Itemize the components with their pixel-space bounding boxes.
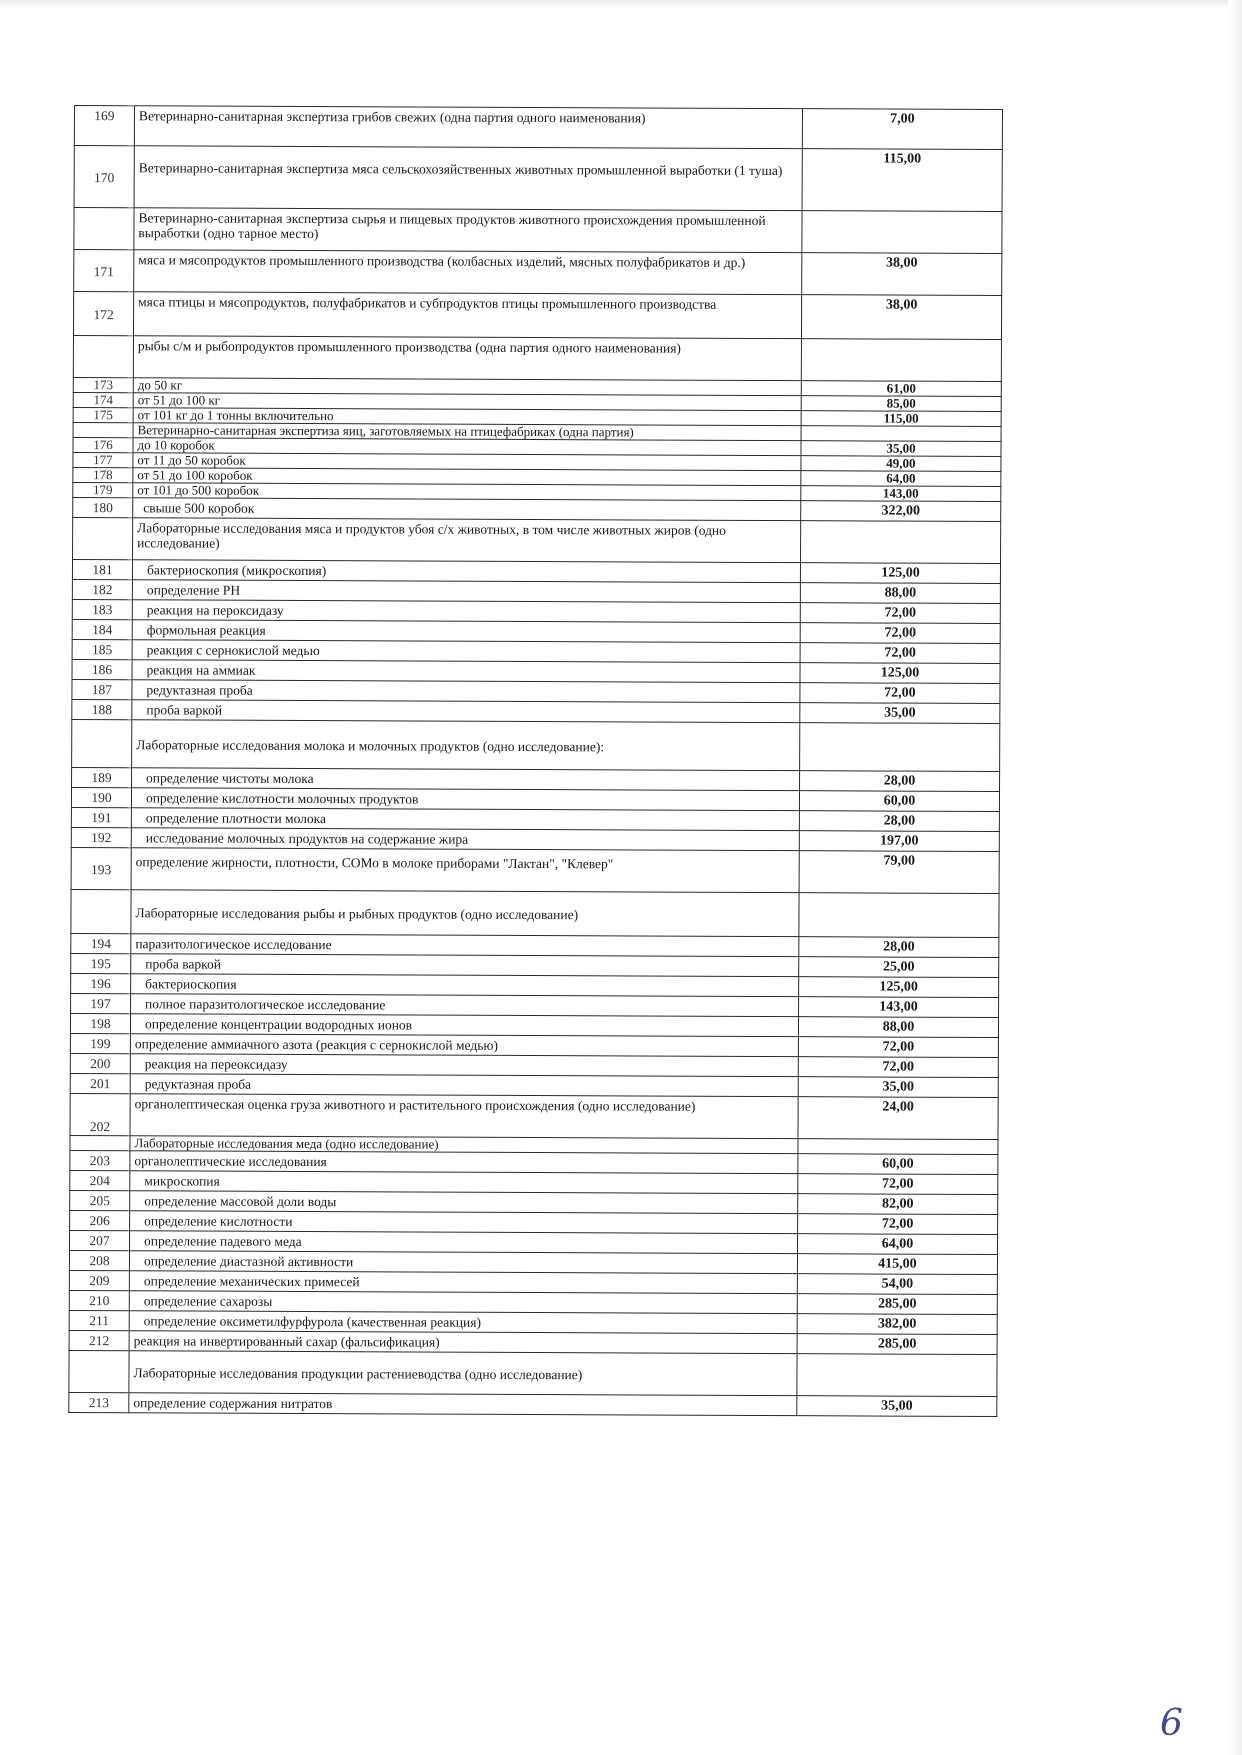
row-price: 38,00: [802, 253, 1002, 296]
row-number: 172: [73, 292, 133, 336]
row-price: 115,00: [801, 411, 1001, 427]
row-price: 49,00: [801, 456, 1001, 472]
row-service-name: реакция с сернокислой медью: [132, 640, 800, 663]
row-number: [70, 1135, 130, 1150]
row-number: 193: [71, 847, 131, 889]
row-service-name: от 51 до 100 кг: [133, 393, 801, 411]
row-price: 88,00: [798, 1017, 998, 1038]
row-service-name: определение сахарозы: [129, 1291, 797, 1314]
row-number: 185: [72, 639, 132, 659]
row-price: [797, 1354, 997, 1397]
row-price: 64,00: [797, 1234, 997, 1255]
row-price: 79,00: [799, 851, 999, 894]
table-row: [74, 250, 1002, 296]
row-number: 173: [73, 377, 133, 392]
row-number: [73, 422, 133, 437]
row-number: 209: [69, 1270, 129, 1290]
row-number: 213: [69, 1392, 129, 1412]
row-service-name: определение РН: [132, 580, 800, 603]
row-number: [71, 889, 131, 933]
row-service-name: исследование молочных продуктов на содержание жира: [131, 828, 799, 851]
table-row: [74, 146, 1002, 212]
scan-edge-top: [0, 0, 1242, 8]
row-number: 202: [70, 1093, 130, 1135]
row-service-name: Ветеринарно-санитарная экспертиза грибов свежих (одна партия одного наименования): [134, 106, 802, 149]
row-service-name: определение аммиачного азота (реакция с сернокислой медью): [130, 1034, 798, 1057]
row-service-name: определение массовой доли воды: [130, 1191, 798, 1214]
row-service-name: проба варкой: [131, 954, 799, 977]
row-service-name: от 51 до 100 коробок: [133, 468, 801, 486]
row-number: 212: [69, 1330, 129, 1350]
row-service-name: бактериоскопия (микроскопия): [132, 560, 800, 583]
row-service-name: определение чистоты молока: [132, 768, 800, 791]
row-price: 28,00: [799, 937, 999, 958]
row-number: [74, 208, 134, 250]
row-service-name: Лабораторные исследования рыбы и рыбных продуктов (одно исследование): [131, 890, 799, 937]
row-number: 171: [74, 250, 134, 292]
row-number: [73, 517, 133, 559]
row-price: 143,00: [801, 486, 1001, 502]
row-service-name: определение падевого меда: [130, 1231, 798, 1254]
row-price: [802, 211, 1002, 254]
row-number: [72, 719, 132, 767]
row-price: [798, 1139, 998, 1155]
row-service-name: определение оксиметилфурфурола (качественная реакция): [129, 1311, 797, 1334]
row-number: 204: [70, 1170, 130, 1190]
table-row: [71, 847, 999, 893]
row-price: 72,00: [798, 1214, 998, 1235]
row-number: 176: [73, 437, 133, 452]
row-price: 125,00: [800, 663, 1000, 684]
row-price: 60,00: [798, 1154, 998, 1175]
row-service-name: определение механических примесей: [129, 1271, 797, 1294]
row-number: 189: [72, 767, 132, 787]
row-price: 125,00: [799, 977, 999, 998]
row-service-name: определение кислотности молочных продуктов: [131, 788, 799, 811]
row-service-name: от 11 до 50 коробок: [133, 453, 801, 471]
row-service-name: определение жирности, плотности, СОМо в молоке приборами "Лактан", "Клевер": [131, 848, 799, 893]
row-price: [799, 893, 999, 938]
row-service-name: реакция на инвертированный сахар (фальсификация): [129, 1331, 797, 1354]
table-row: [70, 1093, 998, 1139]
row-price: [801, 339, 1001, 382]
row-number: 207: [70, 1230, 130, 1250]
row-service-name: определение диастазной активности: [129, 1251, 797, 1274]
row-number: 188: [72, 699, 132, 719]
row-number: 199: [70, 1033, 130, 1053]
row-price: 88,00: [800, 583, 1000, 604]
row-service-name: Лабораторные исследования мяса и продуктов убоя с/х животных, в том числе животных жиров (одно исследование): [133, 518, 801, 563]
row-number: 190: [71, 787, 131, 807]
row-number: 197: [71, 993, 131, 1013]
row-service-name: от 101 до 500 коробок: [133, 483, 801, 501]
row-price: 61,00: [801, 381, 1001, 397]
row-service-name: паразитологическое исследование: [131, 934, 799, 957]
row-service-name: до 10 коробок: [133, 438, 801, 456]
row-number: 198: [70, 1013, 130, 1033]
table-row: [74, 208, 1002, 254]
table-row: [73, 517, 1001, 563]
row-price: 7,00: [802, 109, 1002, 150]
row-number: 206: [70, 1210, 130, 1230]
row-service-name: реакция на пероксидазу: [132, 600, 800, 623]
row-price: 24,00: [798, 1097, 998, 1140]
row-number: 211: [69, 1310, 129, 1330]
row-service-name: определение кислотности: [130, 1211, 798, 1234]
row-number: 174: [73, 392, 133, 407]
row-service-name: Ветеринарно-санитарная экспертиза мяса сельскохозяйственных животных промышленной выработки (1 туша): [134, 146, 802, 211]
row-service-name: рыбы с/м и рыбопродуктов промышленного производства (одна партия одного наименования): [133, 336, 801, 381]
table-row: [69, 1392, 997, 1416]
row-service-name: бактериоскопия: [131, 974, 799, 997]
row-number: 194: [71, 933, 131, 953]
row-number: 200: [70, 1053, 130, 1073]
row-number: 205: [70, 1190, 130, 1210]
row-service-name: Лабораторные исследования продукции растениеводства (одно исследование): [129, 1351, 797, 1396]
row-number: 184: [72, 619, 132, 639]
table-row: [72, 719, 1000, 771]
row-number: 187: [72, 679, 132, 699]
row-price: 322,00: [801, 501, 1001, 522]
row-price: 72,00: [800, 683, 1000, 704]
row-price: 72,00: [798, 1057, 998, 1078]
row-price: 197,00: [799, 831, 999, 852]
price-table-body: [69, 106, 1003, 1417]
row-number: 177: [73, 452, 133, 467]
row-service-name: Ветеринарно-санитарная экспертиза яиц, заготовляемых на птицефабриках (одна партия): [133, 423, 801, 441]
row-number: 203: [70, 1150, 130, 1170]
row-number: 170: [74, 146, 134, 208]
row-price: 382,00: [797, 1314, 997, 1335]
row-number: [69, 1350, 129, 1392]
row-service-name: мяса птицы и мясопродуктов, полуфабрикатов и субпродуктов птицы промышленного производства: [133, 292, 801, 339]
row-service-name: от 101 кг до 1 тонны включительно: [133, 408, 801, 426]
row-number: 175: [73, 407, 133, 422]
price-table-container: [68, 105, 1002, 1417]
row-service-name: определение содержания нитратов: [129, 1393, 797, 1416]
scan-edge-right: [1228, 0, 1242, 1755]
row-service-name: органолептическая оценка груза животного и растительного происхождения (одно исследование): [130, 1094, 798, 1139]
row-price: 82,00: [798, 1194, 998, 1215]
row-number: 208: [69, 1250, 129, 1270]
row-service-name: органолептические исследования: [130, 1151, 798, 1174]
row-price: 285,00: [797, 1294, 997, 1315]
row-service-name: полное паразитологическое исследование: [131, 994, 799, 1017]
row-price: [801, 426, 1001, 442]
row-number: 179: [73, 482, 133, 497]
row-service-name: реакция на переоксидазу: [130, 1054, 798, 1077]
row-number: 196: [71, 973, 131, 993]
row-service-name: Ветеринарно-санитарная экспертиза сырья и пищевых продуктов животного происхождения промышленной выработки (одно тарное место): [134, 208, 802, 253]
row-number: 201: [70, 1073, 130, 1093]
row-price: 72,00: [798, 1174, 998, 1195]
row-number: 210: [69, 1290, 129, 1310]
row-service-name: редуктазная проба: [132, 680, 800, 703]
table-row: [71, 889, 999, 937]
row-number: 191: [71, 807, 131, 827]
row-price: 60,00: [799, 791, 999, 812]
row-price: 143,00: [799, 997, 999, 1018]
row-service-name: мяса и мясопродуктов промышленного производства (колбасных изделий, мясных полуфабрикатов и др.): [134, 250, 802, 295]
row-service-name: до 50 кг: [133, 378, 801, 396]
row-service-name: редуктазная проба: [130, 1074, 798, 1097]
row-number: 183: [72, 599, 132, 619]
row-service-name: реакция на аммиак: [132, 660, 800, 683]
row-number: 169: [74, 106, 134, 146]
row-price: 115,00: [802, 149, 1002, 212]
row-number: [73, 336, 133, 378]
row-number: 195: [71, 953, 131, 973]
row-price: 85,00: [801, 396, 1001, 412]
price-table: [68, 105, 1003, 1417]
row-price: 35,00: [797, 1396, 997, 1417]
row-service-name: определение плотности молока: [131, 808, 799, 831]
row-price: 35,00: [798, 1077, 998, 1098]
row-price: 285,00: [797, 1334, 997, 1355]
row-price: 415,00: [797, 1254, 997, 1275]
row-number: 180: [73, 497, 133, 517]
row-number: 178: [73, 467, 133, 482]
row-price: 35,00: [800, 703, 1000, 724]
row-number: 182: [72, 579, 132, 599]
handwritten-page-number: 6: [1160, 1703, 1183, 1744]
row-service-name: формольная реакция: [132, 620, 800, 643]
row-price: 28,00: [799, 811, 999, 832]
row-price: 72,00: [798, 1037, 998, 1058]
row-price: 72,00: [800, 643, 1000, 664]
row-price: [800, 723, 1000, 772]
row-service-name: микроскопия: [130, 1171, 798, 1194]
row-price: 64,00: [801, 471, 1001, 487]
row-service-name: Лабораторные исследования молока и молочных продуктов (одно исследование):: [132, 720, 800, 771]
row-service-name: свыше 500 коробок: [133, 498, 801, 521]
row-number: 192: [71, 827, 131, 847]
row-service-name: определение концентрации водородных ионов: [130, 1014, 798, 1037]
row-price: 72,00: [800, 623, 1000, 644]
row-price: 125,00: [800, 563, 1000, 584]
row-price: [801, 521, 1001, 564]
row-number: 186: [72, 659, 132, 679]
row-price: 38,00: [801, 295, 1001, 340]
table-row: [69, 1350, 997, 1396]
row-service-name: Лабораторные исследования меда (одно исследование): [130, 1136, 798, 1154]
row-price: 28,00: [800, 771, 1000, 792]
table-row: [73, 292, 1001, 340]
row-price: 72,00: [800, 603, 1000, 624]
table-row: [73, 336, 1001, 382]
row-service-name: проба варкой: [132, 700, 800, 723]
row-price: 35,00: [801, 441, 1001, 457]
row-price: 25,00: [799, 957, 999, 978]
row-number: 181: [72, 559, 132, 579]
row-price: 54,00: [797, 1274, 997, 1295]
table-row: [74, 106, 1002, 150]
